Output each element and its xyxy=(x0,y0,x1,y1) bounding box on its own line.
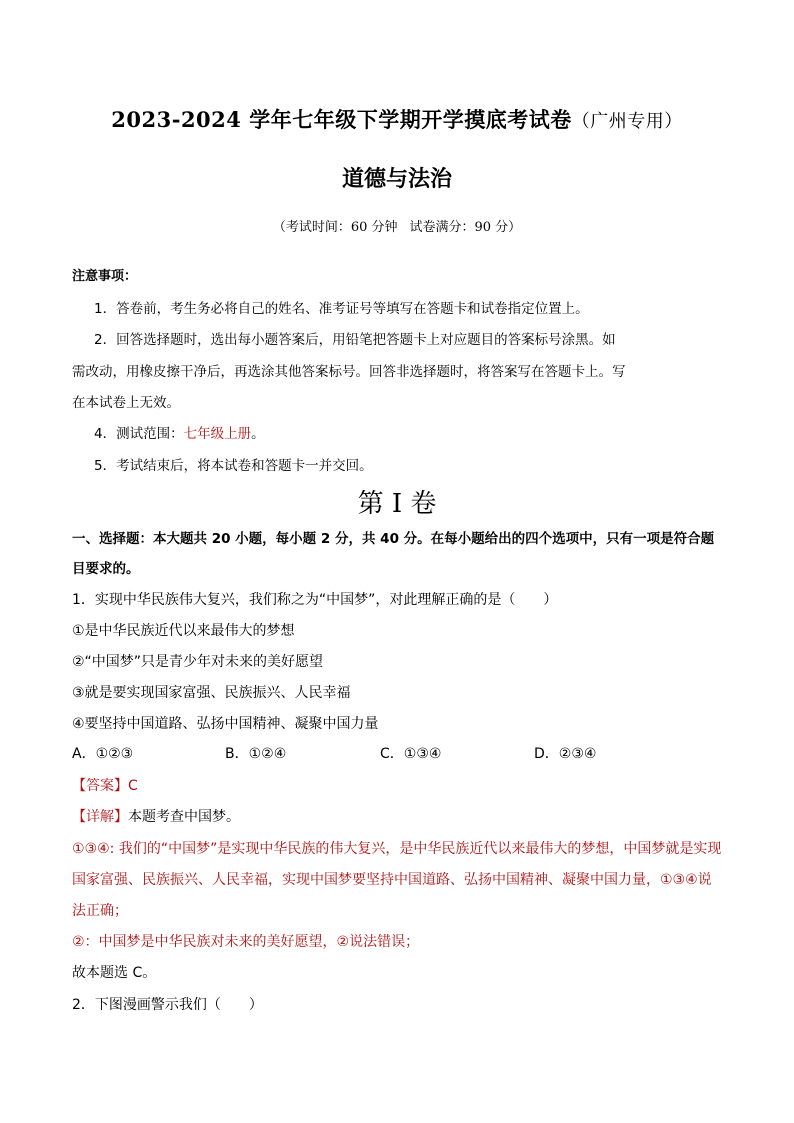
notes-item-2-line-3: 在本试卷上无效。 xyxy=(72,395,180,411)
notes-item-4 xyxy=(94,422,265,442)
exam-title-main: 2023-2024 学年七年级下学期开学摸底考试卷 xyxy=(111,107,572,132)
section-intro-line-2: 目要求的。 xyxy=(72,561,140,577)
q1-explanation-1-line-1: ①③④: 我们的“中国梦”是实现中华民族的伟大复兴，是中华民族近代以来最伟大的梦想，中国梦就是实现 xyxy=(72,841,722,857)
notes-item-2-line-1: 2．回答选择题时，选出每小题答案后，用铅笔把答题卡上对应题目的答案标号涂黑。如 xyxy=(94,332,616,348)
exam-title-region: （广州专用） xyxy=(571,111,683,132)
q1-answer-value: C xyxy=(128,778,138,794)
exam-time: （考试时间：60 分钟 xyxy=(272,220,398,235)
exam-title xyxy=(0,104,794,134)
q1-detail-text: 本题考查中国梦。 xyxy=(128,809,240,825)
notes-item-1: 1．答卷前，考生务必将自己的姓名、准考证号等填写在答题卡和试卷指定位置上。 xyxy=(94,301,589,317)
volume-heading: 第 I 卷 xyxy=(357,489,437,519)
q1-option-b: B．①②④ xyxy=(225,746,287,762)
q1-stem: 1．实现中华民族伟大复兴，我们称之为“中国梦”，对此理解正确的是（ ） xyxy=(72,592,558,608)
q1-explanation-1-line-2: 国家富强、民族振兴、人民幸福，实现中国梦要坚持中国道路、弘扬中国精神、凝聚中国力量，①③④说 xyxy=(72,872,712,888)
q1-statement-3: ③就是要实现国家富强、民族振兴、人民幸福 xyxy=(72,685,351,701)
notes-item-4-prefix: 4．测试范围： xyxy=(94,426,184,442)
notes-item-4-range: 七年级上册 xyxy=(183,426,252,442)
notes-heading: 注意事项： xyxy=(72,269,138,284)
q1-option-a: A．①②③ xyxy=(72,746,134,762)
q1-detail-tag: 【详解】 xyxy=(72,809,128,825)
q1-statement-2: ②“中国梦”只是青少年对未来的美好愿望 xyxy=(72,654,324,670)
q1-conclusion: 故本题选 C。 xyxy=(72,965,157,981)
q1-statement-4: ④要坚持中国道路、弘扬中国精神、凝聚中国力量 xyxy=(72,716,379,732)
notes-item-5: 5．考试结束后，将本试卷和答题卡一并交回。 xyxy=(94,458,373,474)
q2-stem: 2．下图漫画警示我们（ ） xyxy=(72,997,263,1013)
q1-explanation-1-line-3: 法正确； xyxy=(72,903,128,919)
notes-item-4-suffix: 。 xyxy=(251,426,265,442)
q1-option-d: D．②③④ xyxy=(534,746,597,762)
q1-answer-tag: 【答案】 xyxy=(72,778,128,794)
notes-item-2-line-2: 需改动，用橡皮擦干净后，再选涂其他答案标号。回答非选择题时，将答案写在答题卡上。写 xyxy=(72,364,626,380)
q1-option-c: C．①③④ xyxy=(380,746,442,762)
q1-answer xyxy=(72,775,138,795)
q1-explanation-2: ②：中国梦是中华民族对未来的美好愿望，②说法错误； xyxy=(72,934,420,950)
q1-statement-1: ①是中华民族近代以来最伟大的梦想 xyxy=(72,623,295,639)
exam-subject: 道德与法治 xyxy=(341,166,452,192)
exam-score: 试卷满分：90 分） xyxy=(409,220,522,235)
section-intro-line-1: 一、选择题：本大题共 20 小题，每小题 2 分，共 40 分。在每小题给出的四个选项中，只有一项是符合题 xyxy=(72,531,715,547)
exam-meta xyxy=(0,216,794,235)
q1-detail xyxy=(72,806,240,826)
